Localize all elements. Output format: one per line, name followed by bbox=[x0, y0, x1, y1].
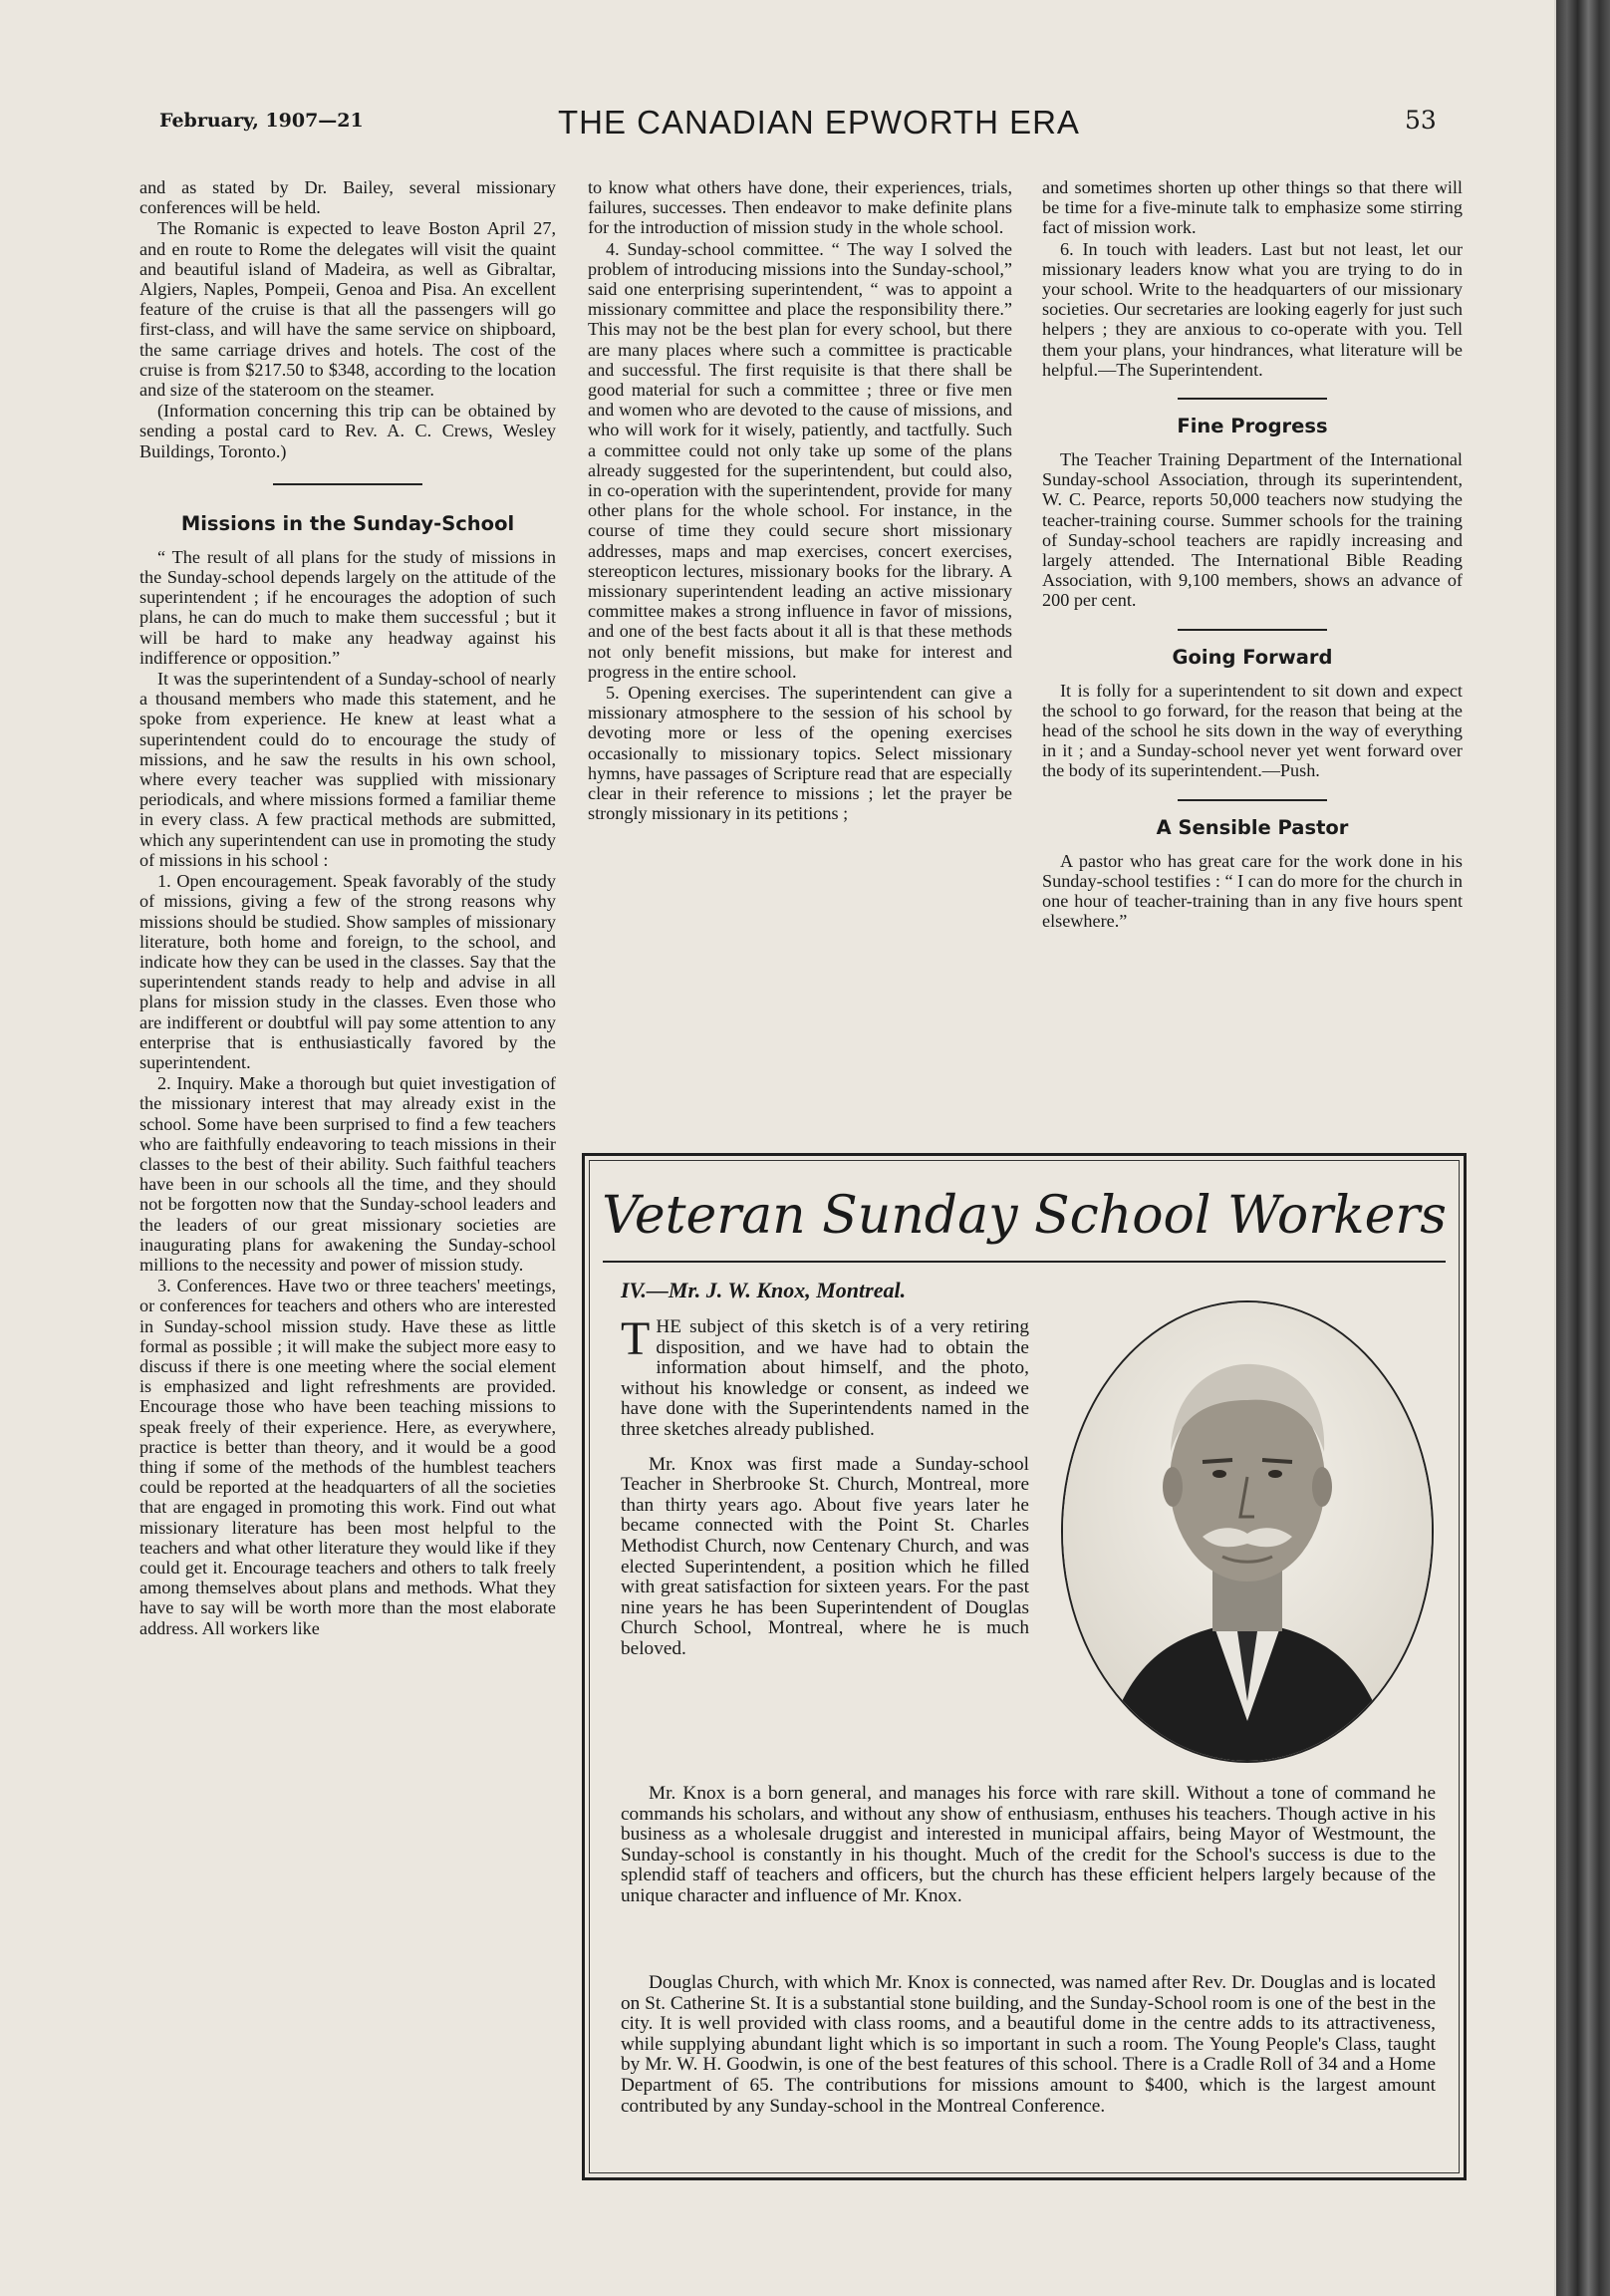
article-paragraph: 5. Opening exercises. The superintendent can give a missionary atmosphere to the session of his school by devoting more or less of the opening exercises occasionally to missionary topics. Select missionary hymns, have passages of Scripture read that are especially clear in their reference to missions ; let the prayer be strongly missionary in its petitions ; bbox=[588, 683, 1012, 824]
column-left bbox=[139, 177, 556, 2180]
section-heading-going-forward: Going Forward bbox=[1172, 645, 1333, 669]
article-paragraph: to know what others have done, their experiences, trials, failures, successes. Then endeavor to make definite plans for the introduction of mission study in the whole school. bbox=[588, 177, 1012, 238]
feature-text-wide-2 bbox=[621, 1973, 1436, 2167]
section-divider bbox=[1178, 398, 1327, 400]
article-paragraph: 6. In touch with leaders. Last but not least, let our missionary leaders know what you are trying to do in your school. Write to the headquarters of our missionary societies. Our secretaries are looking eagerly for just such helpers ; they are anxious to co-operate with you. Tell them your plans, your hindrances, what literature will be helpful.—The Superintendent. bbox=[1042, 238, 1463, 380]
article-paragraph: and as stated by Dr. Bailey, several missionary conferences will be held. bbox=[139, 177, 556, 218]
article-paragraph: A pastor who has great care for the work done in his Sunday-school testifies : “ I can do more for the church in one hour of teacher-training than in any five hours spent elsewhere.” bbox=[1042, 850, 1463, 932]
section-heading-sensible-pastor: A Sensible Pastor bbox=[1156, 815, 1349, 839]
section-heading-missions: Missions in the Sunday-School bbox=[180, 511, 515, 535]
masthead-title: THE CANADIAN EPWORTH ERA bbox=[558, 104, 1080, 141]
article-paragraph: (Information concerning this trip can be obtained by sending a postal card to Rev. A. C. Crews, Wesley Buildings, Toronto.) bbox=[139, 401, 556, 461]
article-paragraph: “ The result of all plans for the study of missions in the Sunday-school depends largely on the attitude of the superintendent ; if he encourages the adoption of such plans, he can do much to make them successful ; but it will be hard to make any headway against his indifference or opposition.” bbox=[139, 546, 556, 668]
article-paragraph: It is folly for a superintendent to sit down and expect the school to go forward, for the reason that being at the head of the school he sits down in the way of everything in it ; and a Sunday-school never yet went forward over the body of its superintendent.—Push. bbox=[1042, 680, 1463, 781]
feature-text-wide bbox=[621, 1784, 1436, 1968]
article-paragraph: 1. Open encouragement. Speak favorably of the study of missions, giving a few of the strong reasons why missions should be studied. Show samples of missionary literature, both home and foreign, to the school, and indicate how they can be used in the classes. Say that the superintendent stands ready to help and advise in all plans for mission study in the classes. Even those who are indifferent or doubtful will pay some attention to any enterprise that is enthusiastically favored by the superintendent. bbox=[139, 871, 556, 1072]
article-paragraph: The Romanic is expected to leave Boston April 27, and en route to Rome the delegates will visit the quaint and beautiful island of Madeira, as well as Gibraltar, Algiers, Naples, Pompeii, Genoa and Pisa. An excellent feature of the cruise is that all the passengers will go first-class, and will have the same service on shipboard, the same carriage drives and hotels. The cost of the cruise is from $217.50 to $348, according to the location and size of the stateroom on the steamer. bbox=[139, 218, 556, 401]
feature-paragraph: Mr. Knox was first made a Sunday-school Teacher in Sherbrooke St. Church, Montreal, more than thirty years ago. About five years later he became connected with the Point St. Charles Methodist Church, now Centenary Church, and was elected Superintendent, a position which he filled with great satisfaction for sixteen years. For the past nine years he has been Superintendent of Douglas Church School, Montreal, where he is much beloved. bbox=[621, 1453, 1029, 1659]
book-spine-edge bbox=[1556, 0, 1610, 2296]
page-number: 53 bbox=[1405, 106, 1437, 135]
feature-title: Veteran Sunday School Workers bbox=[602, 1186, 1447, 1246]
column-middle bbox=[588, 177, 1012, 1134]
feature-box-veteran-workers bbox=[582, 1153, 1467, 2180]
issue-date: February, 1907—21 bbox=[159, 110, 364, 132]
article-paragraph: 3. Conferences. Have two or three teachers' meetings, or conferences for teachers and others who are interested in Sunday-school mission study. Have these as little formal as possible ; it will make the subject more easy to discuss if there is one meeting where the social element is emphasized and light refreshments are provided. Encourage those who have been teaching missions to speak freely of their experience. Here, as everywhere, practice is better than theory, and it would be a good thing if some of the methods of the humblest teachers could be reported at the headquarters of all the societies that are engaged in promoting this work. Find out what missionary literature has been most helpful to the teachers and what other literature they would like if they could get it. Encourage teachers and others to talk freely among themselves about plans and methods. What they have to say will be worth more than the most elaborate address. All workers like bbox=[139, 1276, 556, 1638]
feature-text-left bbox=[621, 1317, 1029, 1756]
article-paragraph: and sometimes shorten up other things so that there will be time for a five-minute talk to emphasize some stirring fact of mission work. bbox=[1042, 177, 1463, 238]
section-heading-fine-progress: Fine Progress bbox=[1177, 415, 1328, 438]
feature-title-rule bbox=[603, 1261, 1446, 1263]
feature-paragraph: Douglas Church, with which Mr. Knox is connected, was named after Rev. Dr. Douglas and is located on St. Catherine St. It is a substantial stone building, and the Sunday-School room is one of the best in the city. It is well provided with class rooms, and a beautiful dome in the centre adds to its attractiveness, while supplying abundant light which is so important in such a room. The Young People's Class, taught by Mr. W. H. Goodwin, is one of the best features of this school. There is a Cradle Roll of 34 and a Home Department of 65. The contributions for missions amount to $400, which is the largest amount contributed by any Sunday-school in the Montreal Conference. bbox=[621, 1973, 1436, 2117]
article-paragraph: 2. Inquiry. Make a thorough but quiet investigation of the missionary interest that may already exist in the school. Some have been surprised to find a few teachers who are faithfully endeavoring to teach missions in their classes to the best of their ability. Such faithful teachers have been in our schools all the time, and they should not be forgotten now that the Sunday-school leaders and the leaders of our great missionary societies are inaugurating plans for awakening the Sunday-school millions to the necessity and power of mission study. bbox=[139, 1073, 556, 1275]
section-divider bbox=[1178, 799, 1327, 801]
drop-cap: T bbox=[621, 1317, 651, 1365]
portrait-image bbox=[1063, 1302, 1432, 1761]
article-paragraph: 4. Sunday-school committee. “ The way I solved the problem of introducing missions into the Sunday-school,” said one enterprising superintendent, “ was to appoint a missionary committee and place the responsibility there.” This may not be the best plan for every school, but there are many places where such a committee is practicable and successful. The first requisite is that there shall be good material for such a committee ; three or five men and women who are devoted to the cause of missions, and who will work for it wisely, patiently, and tactfully. Such a committee could not only take up some of the plans already suggested for the superintendent, but could also, in co-operation with the superintendent, provide for many other plans for the whole school. For instance, in the course of time they could secure short missionary addresses, maps and map exercises, concert exercises, stereopticon lectures, missionary books for the library. A missionary superintendent leading an active missionary committee makes a strong influence in favor of missions, and one of the best facts about it all is that these methods not only benefit missions, but make for interest and progress in the entire school. bbox=[588, 238, 1012, 682]
section-divider bbox=[1178, 629, 1327, 631]
article-paragraph: It was the superintendent of a Sunday-school of nearly a thousand members who made this statement, and he spoke from experience. He knew at least what a superintendent could do to encourage the study of missions, and he saw the results in his own school, where every teacher was supplied with missionary periodicals, and where missions formed a familiar theme in every class. A few practical methods are submitted, which any superintendent can use in promoting the study of missions in his school : bbox=[139, 669, 556, 870]
feature-paragraph bbox=[621, 1317, 1029, 1441]
feature-paragraph: Mr. Knox is a born general, and manages his force with rare skill. Without a tone of command he commands his scholars, and without any show of enthusiasm, enthuses his teachers. Though active in his business as a wholesale druggist and interested in municipal affairs, being Mayor of Westmount, the Sunday-school is constantly in his thought. Much of the credit for the School's success is due to the splendid staff of teachers and officers, but the church has these efficient helpers largely because of the unique character and influence of Mr. Knox. bbox=[621, 1784, 1436, 1906]
feature-paragraph-text: HE subject of this sketch is of a very retiring disposition, and we have had to obtain the information about himself, and the photo, without his knowledge or consent, as indeed we have done with the Superintendents named in the three sketches already published. bbox=[621, 1317, 1029, 1440]
portrait-photo bbox=[1061, 1300, 1434, 1763]
article-paragraph: The Teacher Training Department of the International Sunday-school Association, through its superintendent, W. C. Pearce, reports 50,000 teachers now studying the teacher-training course. Summer schools for the training of Sunday-school teachers are rapidly increasing and largely attended. The International Bible Reading Association, with 9,100 members, shows an advance of 200 per cent. bbox=[1042, 449, 1463, 611]
feature-subtitle: IV.—Mr. J. W. Knox, Montreal. bbox=[621, 1278, 907, 1302]
column-right bbox=[1042, 177, 1463, 1134]
section-divider bbox=[273, 483, 422, 485]
